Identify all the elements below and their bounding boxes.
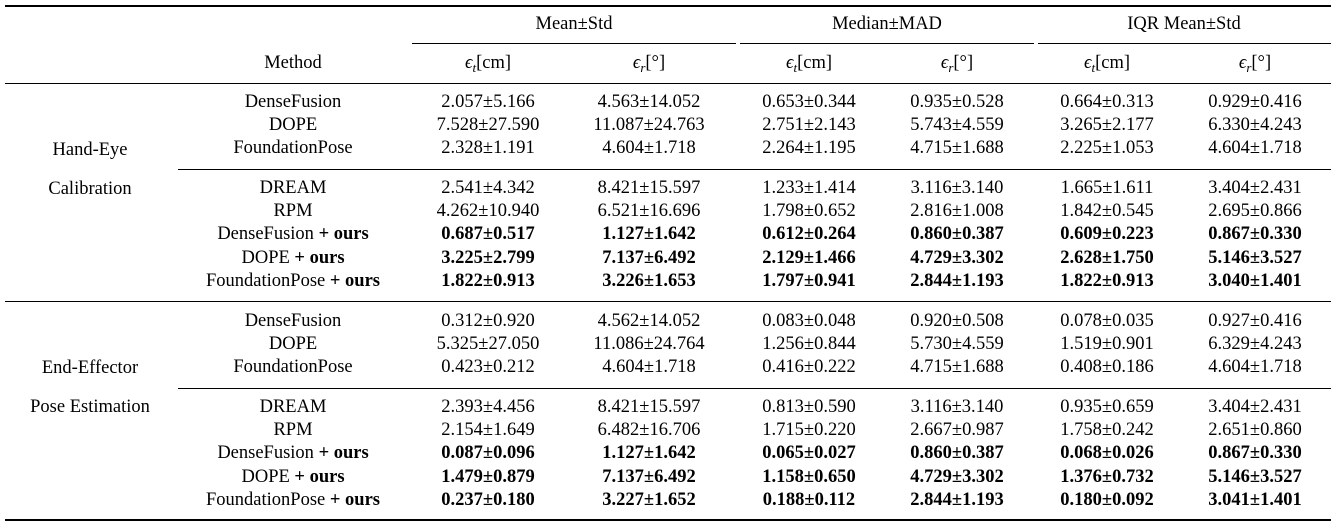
table-cell: 1.715±0.220 — [762, 420, 856, 441]
table-cell: 0.312±0.920 — [441, 311, 535, 331]
table-cell: 1.233±1.414 — [762, 178, 856, 198]
table-cell: 0.087±0.096 — [441, 443, 535, 464]
column-header-eps-t — [465, 52, 511, 79]
method-name — [273, 419, 312, 441]
table-cell: 0.416±0.222 — [762, 357, 856, 378]
table-cell: 0.083±0.048 — [762, 311, 856, 331]
table-cell: 0.860±0.387 — [910, 443, 1004, 464]
table-cell: 1.127±1.642 — [602, 443, 696, 464]
table-cell: 4.729±3.302 — [910, 466, 1004, 487]
table-cell: 6.521±16.696 — [597, 201, 701, 222]
table-cell: 3.225±2.799 — [441, 247, 535, 268]
unit-label: [cm] — [1095, 53, 1131, 73]
section-label: Hand-Eye — [52, 140, 128, 160]
table-cell: 3.040±1.401 — [1208, 270, 1302, 291]
method-base: RPM — [273, 420, 313, 441]
column-header-eps-t — [786, 52, 832, 79]
method-suffix: + ours — [313, 443, 369, 464]
table-cell: 4.604±1.718 — [1208, 138, 1302, 159]
method-suffix: + ours — [325, 270, 380, 291]
method-header: Method — [264, 53, 322, 73]
table-cell: 4.715±1.688 — [910, 138, 1004, 159]
epsilon-symbol: ϵ — [1083, 53, 1092, 73]
table-cell: 1.822±0.913 — [441, 270, 535, 291]
table-cell: 7.137±6.492 — [602, 466, 696, 487]
column-header-eps-r — [633, 52, 665, 79]
unit-label: [cm] — [797, 53, 833, 73]
method-suffix: + ours — [289, 247, 345, 268]
table-cell: 8.421±15.597 — [597, 397, 701, 417]
method-base: RPM — [273, 201, 313, 222]
method-name — [206, 270, 380, 292]
table-cell: 0.408±0.186 — [1060, 357, 1154, 378]
table-cell: 1.519±0.901 — [1060, 334, 1154, 355]
method-name — [260, 396, 327, 418]
method-name — [206, 489, 380, 511]
section-label: End-Effector — [41, 358, 139, 378]
table-cell: 3.227±1.652 — [602, 489, 696, 510]
table-cell: 1.665±1.611 — [1060, 178, 1154, 198]
table-cell: 0.068±0.026 — [1060, 443, 1154, 464]
method-base: DREAM — [259, 178, 327, 198]
table-cell: 4.715±1.688 — [910, 357, 1004, 378]
table-cell: 2.844±1.193 — [910, 270, 1004, 291]
method-name — [217, 223, 368, 245]
epsilon-symbol: ϵ — [940, 53, 949, 73]
table-cell: 5.146±3.527 — [1208, 466, 1302, 487]
method-name — [241, 247, 344, 269]
table-cell: 5.146±3.527 — [1208, 247, 1302, 268]
table-cell: 4.604±1.718 — [602, 138, 696, 159]
table-cell: 0.687±0.517 — [441, 224, 535, 245]
header-rule — [5, 83, 1331, 84]
table-cell: 0.237±0.180 — [441, 489, 535, 510]
table-cell: 1.158±0.650 — [762, 466, 856, 487]
table-cell: 2.651±0.860 — [1208, 420, 1302, 441]
epsilon-symbol: ϵ — [464, 53, 473, 73]
table-cell: 1.256±0.844 — [762, 334, 856, 355]
table-cell: 1.758±0.242 — [1060, 420, 1154, 441]
table-cell: 0.180±0.092 — [1060, 489, 1154, 510]
method-suffix: + ours — [289, 466, 345, 487]
column-header-eps-r — [1239, 52, 1271, 79]
method-name — [273, 200, 312, 222]
table-cell: 6.329±4.243 — [1208, 334, 1302, 355]
table-cell: 6.330±4.243 — [1208, 115, 1302, 136]
table-cell: 3.265±2.177 — [1060, 115, 1154, 136]
group-header-median: Median±MAD — [832, 14, 942, 34]
method-name — [269, 114, 317, 136]
table-cell: 1.797±0.941 — [762, 270, 856, 291]
section-label: Calibration — [48, 179, 132, 199]
column-header-eps-r — [941, 52, 973, 79]
table-cell: 3.041±1.401 — [1208, 489, 1302, 510]
table-cell: 2.057±5.166 — [441, 92, 535, 112]
table-cell: 0.813±0.590 — [762, 397, 856, 417]
method-base: DOPE — [241, 247, 290, 268]
epsilon-symbol: ϵ — [632, 53, 641, 73]
table-cell: 4.729±3.302 — [910, 247, 1004, 268]
top-rule — [5, 5, 1331, 7]
method-base: FoundationPose — [206, 489, 326, 510]
table-cell: 5.743±4.559 — [910, 115, 1004, 136]
table-cell: 2.751±2.143 — [762, 115, 856, 136]
method-base: FoundationPose — [233, 357, 353, 378]
section1-mid-rule — [178, 169, 1331, 170]
table-cell: 7.137±6.492 — [602, 247, 696, 268]
method-base: DenseFusion — [217, 443, 314, 464]
method-name — [260, 177, 327, 199]
table-cell: 2.541±4.342 — [441, 178, 535, 198]
method-name — [233, 137, 352, 159]
table-cell: 2.667±0.987 — [910, 420, 1004, 441]
table-cell: 2.225±1.053 — [1060, 138, 1154, 159]
table-cell: 0.929±0.416 — [1208, 92, 1302, 112]
table-cell: 6.482±16.706 — [597, 420, 701, 441]
table-cell: 4.604±1.718 — [602, 357, 696, 378]
table-cell: 4.604±1.718 — [1208, 357, 1302, 378]
table-cell: 2.844±1.193 — [910, 489, 1004, 510]
epsilon-symbol: ϵ — [1238, 53, 1247, 73]
group-rule-mean — [412, 43, 736, 44]
table-cell: 0.423±0.212 — [441, 357, 535, 378]
group-rule-iqr — [1038, 43, 1331, 44]
epsilon-subscript: t — [472, 60, 477, 75]
table-cell: 3.116±3.140 — [910, 397, 1004, 417]
epsilon-subscript: r — [1246, 60, 1252, 75]
table-cell: 2.816±1.008 — [910, 201, 1004, 222]
table-cell: 0.664±0.313 — [1060, 92, 1154, 112]
method-base: DenseFusion — [244, 92, 342, 112]
table-cell: 0.609±0.223 — [1060, 224, 1154, 245]
table-cell: 2.129±1.466 — [762, 247, 856, 268]
table-cell: 2.628±1.750 — [1060, 247, 1154, 268]
table-cell: 2.328±1.191 — [441, 138, 535, 159]
method-suffix: + ours — [313, 224, 369, 245]
table-cell: 4.262±10.940 — [436, 201, 540, 222]
method-base: DOPE — [268, 115, 318, 136]
table-cell: 5.730±4.559 — [910, 334, 1004, 355]
table-cell: 11.086±24.764 — [593, 334, 705, 355]
method-base: DenseFusion — [244, 311, 342, 331]
table-cell: 7.528±27.590 — [436, 115, 540, 136]
section-divider-rule — [5, 301, 1331, 302]
method-name — [233, 356, 352, 378]
method-base: DREAM — [259, 397, 327, 417]
table-cell: 0.920±0.508 — [910, 311, 1004, 331]
unit-label: [°] — [1251, 53, 1272, 73]
method-name — [245, 91, 342, 113]
table-cell: 0.867±0.330 — [1208, 224, 1302, 245]
method-base: DOPE — [241, 466, 290, 487]
group-header-mean: Mean±Std — [535, 14, 613, 34]
table-cell: 1.798±0.652 — [762, 201, 856, 222]
unit-label: [°] — [645, 53, 666, 73]
method-base: DenseFusion — [217, 224, 314, 245]
method-name — [241, 466, 344, 488]
table-cell: 2.154±1.649 — [441, 420, 535, 441]
unit-label: [°] — [953, 53, 974, 73]
table-cell: 4.563±14.052 — [597, 92, 701, 112]
table-cell: 0.935±0.528 — [910, 92, 1004, 112]
table-cell: 8.421±15.597 — [597, 178, 701, 198]
epsilon-subscript: t — [793, 60, 798, 75]
method-name — [217, 442, 368, 464]
epsilon-subscript: r — [640, 60, 646, 75]
method-name — [269, 333, 317, 355]
table-cell: 2.264±1.195 — [762, 138, 856, 159]
table-cell: 0.065±0.027 — [762, 443, 856, 464]
group-header-iqr: IQR Mean±Std — [1127, 14, 1241, 34]
table-cell: 2.695±0.866 — [1208, 201, 1302, 222]
table-cell: 1.842±0.545 — [1060, 201, 1154, 222]
table-cell: 1.822±0.913 — [1060, 270, 1154, 291]
section-label: Pose Estimation — [30, 397, 150, 417]
method-base: FoundationPose — [206, 270, 326, 291]
table-cell: 4.562±14.052 — [597, 311, 701, 331]
table-cell: 0.860±0.387 — [910, 224, 1004, 245]
table-cell: 2.393±4.456 — [441, 397, 535, 417]
method-base: FoundationPose — [233, 138, 353, 159]
table-cell: 3.226±1.653 — [602, 270, 696, 291]
table-cell: 3.404±2.431 — [1208, 178, 1302, 198]
epsilon-symbol: ϵ — [785, 53, 794, 73]
bottom-rule — [5, 519, 1331, 521]
table-cell: 1.479±0.879 — [441, 466, 535, 487]
epsilon-subscript: r — [948, 60, 954, 75]
table-cell: 0.078±0.035 — [1060, 311, 1154, 331]
table-cell: 0.927±0.416 — [1208, 311, 1302, 331]
table-cell: 3.116±3.140 — [910, 178, 1004, 198]
section2-mid-rule — [178, 388, 1331, 389]
group-rule-median — [740, 43, 1034, 44]
table-cell: 0.935±0.659 — [1060, 397, 1154, 417]
table-cell: 3.404±2.431 — [1208, 397, 1302, 417]
column-header-eps-t — [1084, 52, 1130, 79]
epsilon-subscript: t — [1091, 60, 1096, 75]
method-name — [245, 310, 342, 332]
unit-label: [cm] — [476, 53, 512, 73]
method-suffix: + ours — [325, 489, 380, 510]
table-cell: 0.867±0.330 — [1208, 443, 1302, 464]
table-cell: 0.612±0.264 — [762, 224, 856, 245]
table-cell: 1.127±1.642 — [602, 224, 696, 245]
method-base: DOPE — [268, 334, 318, 355]
table-cell: 0.653±0.344 — [762, 92, 856, 112]
table-cell: 11.087±24.763 — [593, 115, 705, 136]
table-cell: 5.325±27.050 — [436, 334, 540, 355]
table-cell: 1.376±0.732 — [1060, 466, 1154, 487]
table-cell: 0.188±0.112 — [762, 489, 856, 510]
